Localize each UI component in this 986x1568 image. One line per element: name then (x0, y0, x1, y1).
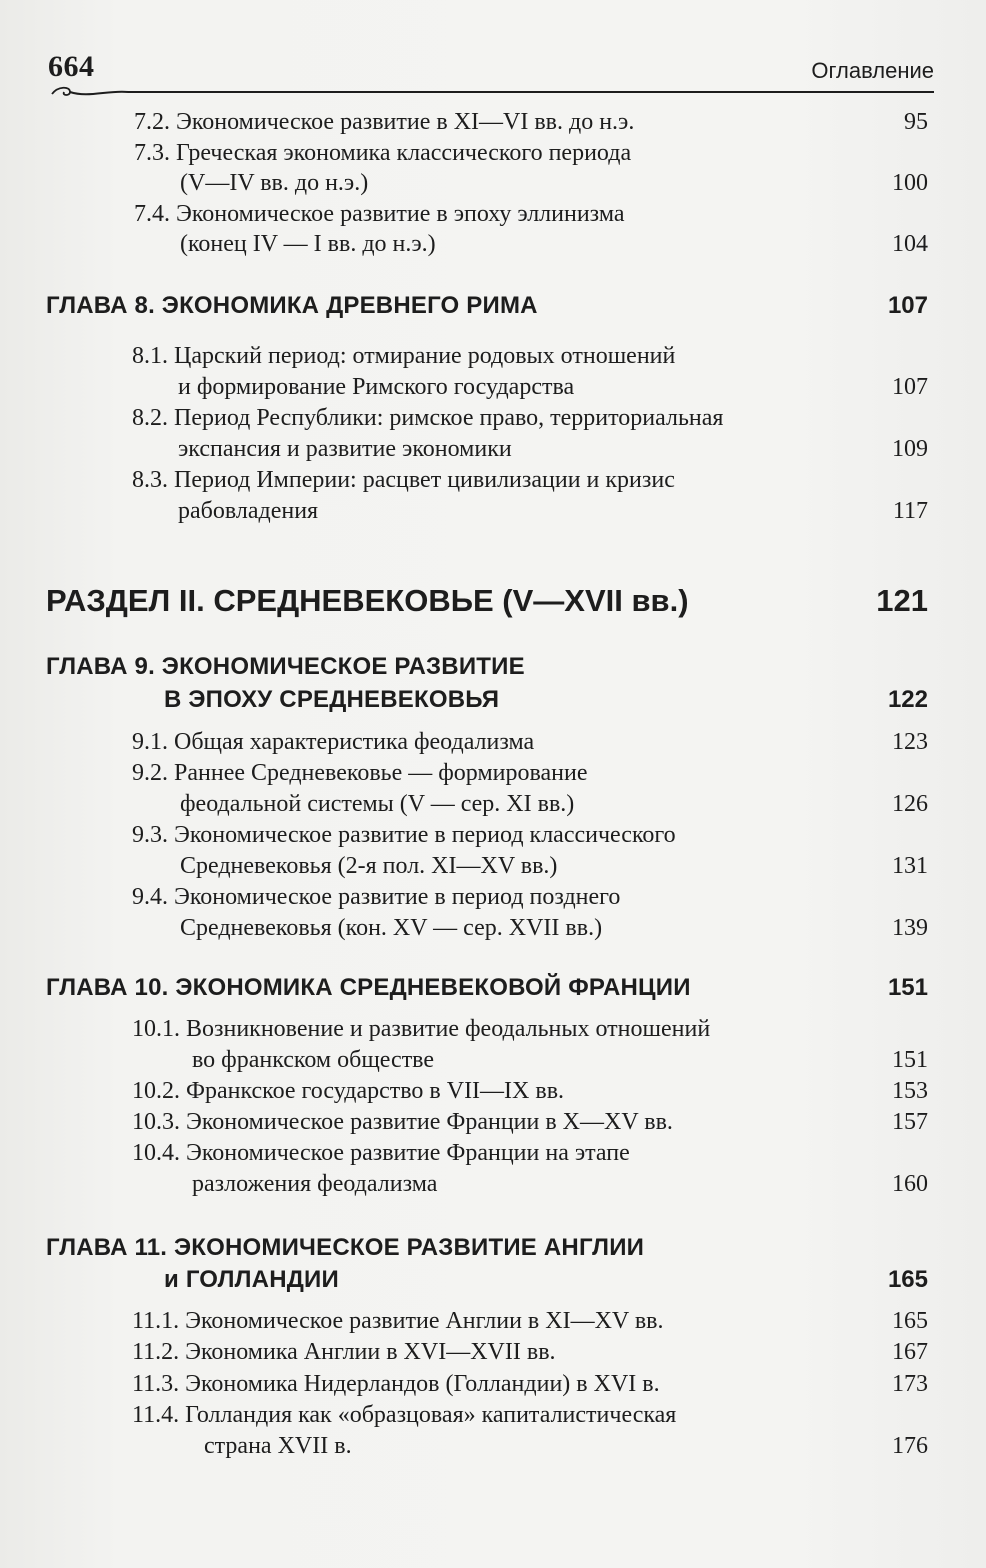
toc-entry-10-2[interactable] (132, 1075, 564, 1107)
chapter-page-number: 122 (887, 686, 928, 713)
toc-entry-9-2[interactable] (132, 757, 587, 789)
entry-number: 7.2. (134, 109, 170, 135)
entry-title: Экономическое развитие Франции в X—XV вв. (186, 1109, 673, 1135)
part-page-number: 121 (876, 583, 928, 618)
entry-page-number: 107 (892, 374, 928, 400)
toc-chapter-10[interactable]: ГЛАВА 10. ЭКОНОМИКА СРЕДНЕВЕКОВОЙ ФРАНЦИИ (46, 974, 691, 1001)
toc-entry-9-1[interactable] (132, 726, 534, 758)
toc-entry-8-2[interactable] (132, 402, 723, 434)
entry-title-continuation: Средневековья (2-я пол. XI—XV вв.) (180, 853, 558, 879)
entry-page-number: 151 (892, 1047, 928, 1073)
entry-title: Период Республики: римское право, территориальная (174, 405, 724, 431)
toc-chapter-8[interactable]: ГЛАВА 8. ЭКОНОМИКА ДРЕВНЕГО РИМА (46, 292, 538, 319)
entry-title: Греческая экономика классического периода (176, 140, 632, 166)
entry-number: 10.3. (132, 1109, 180, 1135)
entry-number: 7.3. (134, 140, 170, 166)
entry-title-continuation: Средневековья (кон. XV — сер. XVII вв.) (180, 915, 603, 941)
entry-title: Царский период: отмирание родовых отношений (174, 343, 676, 369)
entry-title: Период Империи: расцвет цивилизации и кризис (174, 467, 675, 493)
entry-title: Голландия как «образцовая» капиталистическая (185, 1402, 677, 1428)
entry-title: Экономика Англии в XVI—XVII вв. (185, 1339, 556, 1365)
toc-entry-11-2[interactable] (132, 1336, 556, 1368)
entry-page-number: 176 (892, 1433, 928, 1459)
entry-number: 7.4. (134, 201, 170, 227)
toc-entry-9-3[interactable] (132, 819, 676, 851)
entry-title: Экономическое развитие Франции на этапе (186, 1140, 630, 1166)
entry-title: Общая характеристика феодализма (174, 729, 535, 755)
running-title: Оглавление (811, 58, 934, 83)
entry-page-number: 109 (892, 436, 928, 462)
entry-page-number: 160 (892, 1171, 928, 1197)
entry-number: 8.3. (132, 467, 168, 493)
page-number: 664 (48, 50, 95, 83)
toc-entry-10-3[interactable] (132, 1106, 673, 1138)
entry-title: Экономическое развитие в эпоху эллинизма (176, 201, 625, 227)
entry-number: 9.1. (132, 729, 168, 755)
chapter-page-number: 165 (887, 1266, 928, 1293)
entry-title-continuation: (V—IV вв. до н.э.) (180, 170, 369, 196)
entry-number: 11.4. (132, 1402, 180, 1428)
toc-entry-7-4[interactable] (134, 198, 625, 230)
entry-title: Раннее Средневековье — формирование (174, 760, 588, 786)
entry-title: Экономика Нидерландов (Голландии) в XVI в. (185, 1371, 660, 1397)
entry-page-number: 117 (892, 498, 928, 524)
entry-number: 8.1. (132, 343, 168, 369)
entry-number: 8.2. (132, 405, 168, 431)
toc-entry-10-4[interactable] (132, 1137, 630, 1169)
entry-number: 11.3. (132, 1371, 180, 1397)
toc-entry-7-3[interactable] (134, 137, 631, 169)
entry-title-continuation: экспансия и развитие экономики (178, 436, 512, 462)
entry-page-number: 167 (892, 1339, 928, 1365)
entry-title-continuation: феодальной системы (V — сер. XI вв.) (180, 791, 575, 817)
entry-page-number: 165 (892, 1308, 928, 1334)
entry-number: 10.2. (132, 1078, 180, 1104)
entry-page-number: 153 (892, 1078, 928, 1104)
entry-number: 11.2. (132, 1339, 180, 1365)
toc-chapter-9[interactable]: ГЛАВА 9. ЭКОНОМИЧЕСКОЕ РАЗВИТИЕ (46, 653, 525, 680)
toc-entry-9-4[interactable] (132, 881, 620, 913)
entry-page-number: 157 (892, 1109, 928, 1135)
toc-entry-11-1[interactable] (132, 1305, 663, 1337)
entry-page-number: 126 (892, 791, 928, 817)
toc-part-2[interactable]: РАЗДЕЛ II. СРЕДНЕВЕКОВЬЕ (V—XVII вв.) (46, 583, 689, 618)
toc-entry-7-2[interactable] (134, 106, 634, 138)
entry-title-continuation: разложения феодализма (192, 1171, 438, 1197)
entry-number: 11.1. (132, 1308, 180, 1334)
toc-entry-8-3[interactable] (132, 464, 675, 496)
entry-number: 9.3. (132, 822, 168, 848)
entry-page-number: 104 (892, 231, 928, 257)
entry-title: Экономическое развитие в XI—VI вв. до н.э. (176, 109, 635, 135)
entry-title-continuation: и формирование Римского государства (178, 374, 575, 400)
toc-chapter-11[interactable]: ГЛАВА 11. ЭКОНОМИЧЕСКОЕ РАЗВИТИЕ АНГЛИИ (46, 1234, 645, 1261)
entry-number: 10.1. (132, 1016, 180, 1042)
entry-page-number: 139 (892, 915, 928, 941)
entry-title-continuation: (конец IV — I вв. до н.э.) (180, 231, 436, 257)
entry-title: Экономическое развитие в период позднего (174, 884, 621, 910)
entry-number: 10.4. (132, 1140, 180, 1166)
entry-page-number: 100 (892, 170, 928, 196)
entry-title-continuation: во франкском обществе (192, 1047, 435, 1073)
entry-page-number: 123 (892, 729, 928, 755)
entry-title-continuation: рабовладения (178, 498, 319, 524)
toc-entry-11-3[interactable] (132, 1368, 660, 1400)
entry-number: 9.2. (132, 760, 168, 786)
header-rule-ornament (48, 84, 938, 100)
entry-page-number: 95 (904, 109, 928, 135)
entry-page-number: 131 (892, 853, 928, 879)
entry-title: Экономическое развитие в период классического (174, 822, 676, 848)
chapter-page-number: 151 (887, 974, 928, 1001)
entry-title-continuation: страна XVII в. (204, 1433, 352, 1459)
entry-number: 9.4. (132, 884, 168, 910)
toc-entry-11-4[interactable] (132, 1399, 676, 1431)
entry-page-number: 173 (892, 1371, 928, 1397)
entry-title: Возникновение и развитие феодальных отношений (186, 1016, 711, 1042)
chapter-title-continuation: В ЭПОХУ СРЕДНЕВЕКОВЬЯ (164, 686, 500, 713)
toc-entry-10-1[interactable] (132, 1013, 710, 1045)
toc-entry-8-1[interactable] (132, 340, 675, 372)
page-header (44, 50, 934, 100)
chapter-page-number: 107 (887, 292, 928, 319)
entry-title: Экономическое развитие Англии в XI—XV вв. (185, 1308, 664, 1334)
entry-title: Франкское государство в VII—IX вв. (186, 1078, 565, 1104)
chapter-title-continuation: и ГОЛЛАНДИИ (164, 1266, 339, 1293)
